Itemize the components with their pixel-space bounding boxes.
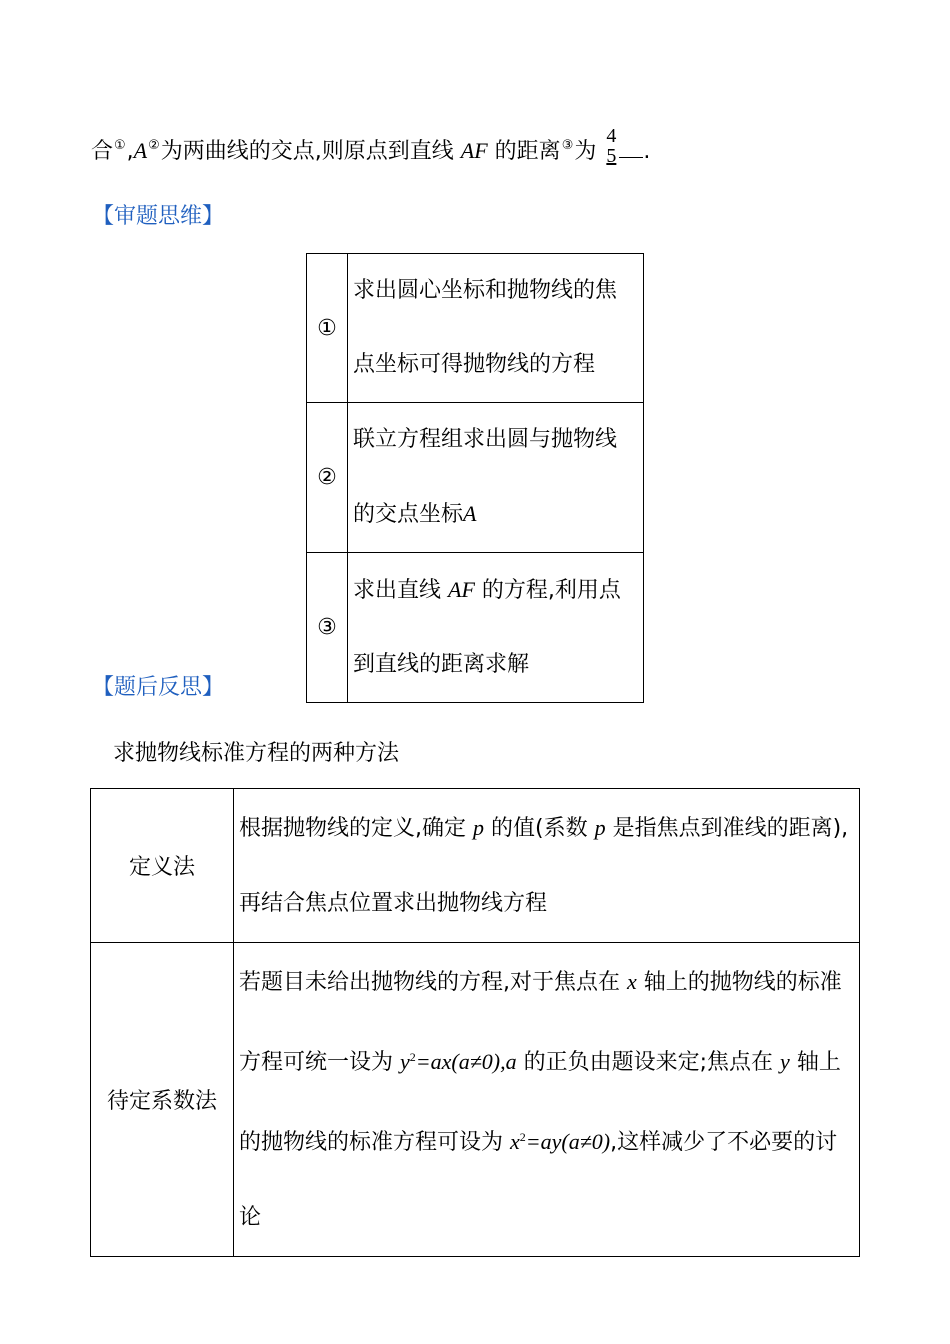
desc-text: 若题目未给出抛物线的方程,对于焦点在 [239,970,620,995]
desc-line [239,944,858,1020]
desc-line: 论 [239,1205,262,1230]
line-af: AF [460,138,488,163]
var-x: x [627,969,637,994]
table-row [91,789,860,943]
step-line-text: 的交点坐标 [353,502,464,527]
analysis-heading: 【审题思维】 [92,204,225,229]
step-line [353,553,643,628]
method-description [234,943,860,1257]
desc-text: 是指焦点到准线的距离), [612,816,849,841]
method-name: 待定系数法 [91,943,234,1257]
step-text [348,403,644,553]
step-text [348,553,644,703]
equation-2-exponent: 2 [519,1130,526,1144]
annotation-mark-1: ① [114,138,126,153]
desc-text: 轴上的抛物线的标准 [643,970,842,995]
reflection-heading: 【题后反思】 [92,675,225,700]
methods-title: 求抛物线标准方程的两种方法 [113,741,400,766]
table-row [307,403,644,553]
problem-prefix: 合 [91,139,114,164]
step-line-text: 求出直线 [353,578,442,603]
method-description [234,789,860,943]
table-row [307,553,644,703]
desc-text: 的正负由题设来定;焦点在 [523,1050,774,1075]
var-p: p [473,815,484,840]
problem-text-1: 为两曲线的交点,则原点到直线 [160,139,454,164]
step-mark: ① [307,254,348,403]
var-p: p [594,815,606,840]
desc-text: 根据抛物线的定义,确定 [239,816,466,841]
method-name: 定义法 [91,789,234,943]
table-row [307,254,644,403]
analysis-table [306,253,644,703]
step-line: 到直线的距离求解 [353,652,530,677]
methods-table [90,788,860,1257]
desc-text: 的抛物线的标准方程可设为 [239,1130,504,1155]
var-y: y [780,1049,790,1074]
desc-line [239,1100,858,1180]
step-mark: ② [307,403,348,553]
step-mark: ③ [307,553,348,703]
point-a: A [133,138,148,163]
annotation-mark-3: ③ [561,138,574,153]
problem-statement [91,125,651,172]
problem-text-3: 为 [574,139,597,164]
annotation-mark-2: ② [148,138,160,153]
desc-text: 轴上 [796,1050,841,1075]
point-a: A [463,501,477,526]
desc-text: ,这样减少了不必要的讨 [610,1130,838,1155]
comma: , [126,139,134,164]
answer-numerator: 4 [606,125,617,147]
step-line-text: 的方程,利用点 [481,578,621,603]
equation-2-base: x [510,1129,520,1154]
problem-text-2: 的距离 [494,139,561,164]
desc-text: 方程可统一设为 [239,1050,394,1075]
problem-end: . [643,139,651,164]
desc-text: 的值(系数 [491,816,588,841]
answer-denominator: 5 [606,145,617,167]
line-af: AF [448,577,475,602]
desc-line [239,790,858,866]
answer-fraction [603,126,619,166]
desc-line [239,1020,858,1100]
step-line: 求出圆心坐标和抛物线的焦 [353,278,618,303]
step-line [353,477,643,552]
step-text [348,254,644,403]
table-row [91,943,860,1257]
answer-blank [619,135,643,158]
step-line: 联立方程组求出圆与抛物线 [353,427,618,452]
equation-1-base: y [400,1049,410,1074]
equation-1: =ax(a≠0),a [415,1049,517,1074]
desc-line: 再结合焦点位置求出抛物线方程 [239,891,548,916]
equation-2: =ay(a≠0) [525,1129,611,1154]
equation-1-exponent: 2 [409,1050,416,1064]
step-line: 点坐标可得抛物线的方程 [353,352,596,377]
